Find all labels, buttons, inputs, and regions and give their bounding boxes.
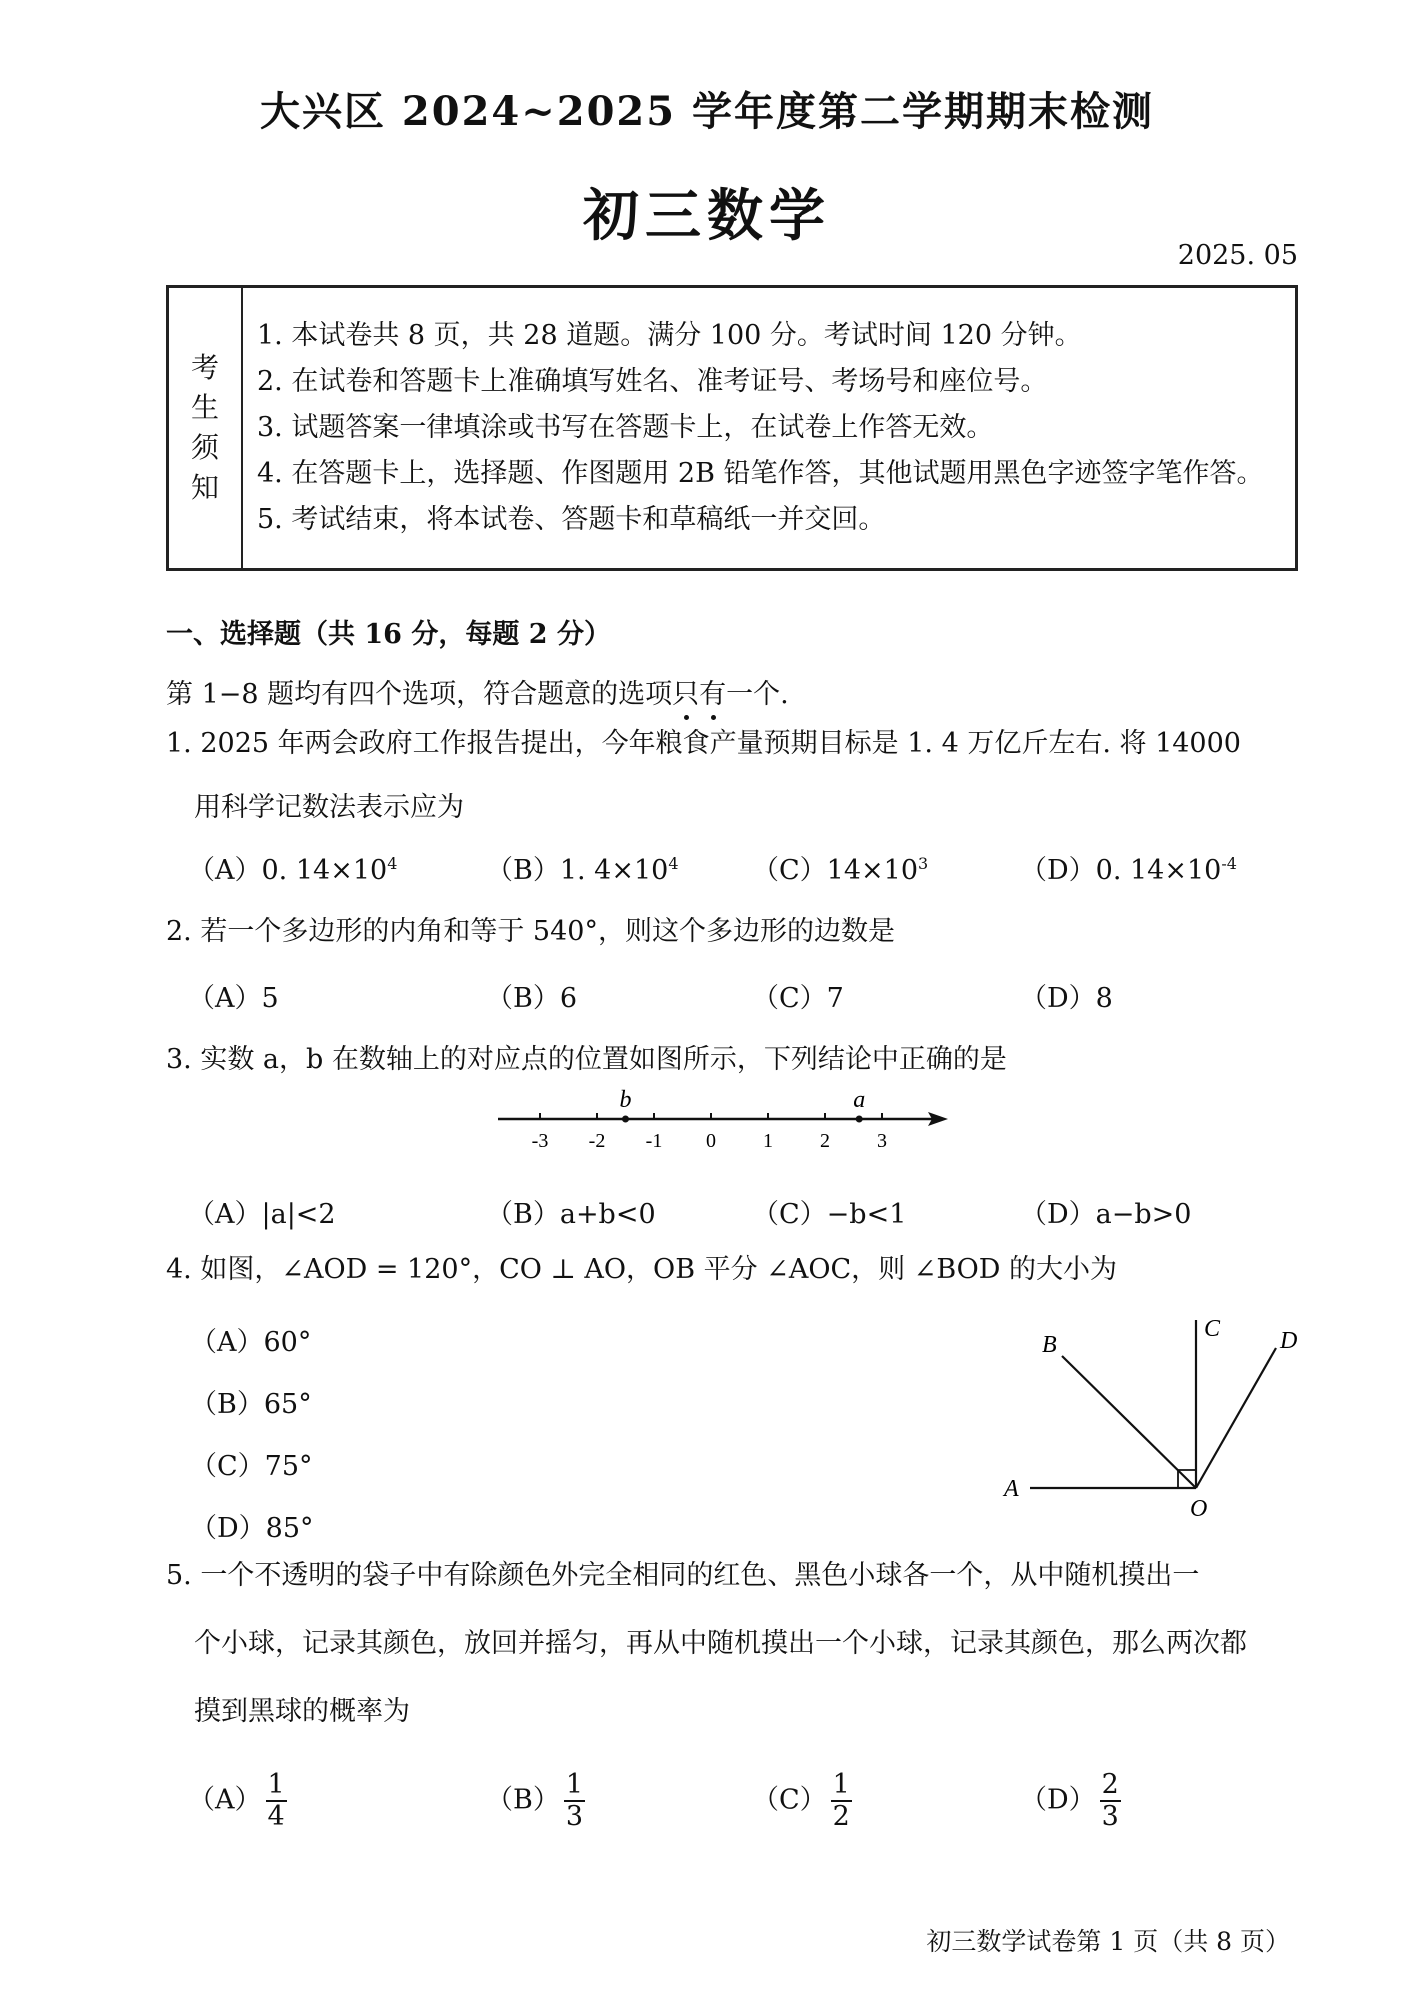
- option-d[interactable]: （D）a−b>0: [1020, 1199, 1192, 1230]
- question-1-options: [0, 848, 1414, 888]
- notice-item: 3. 试题答案一律填涂或书写在答题卡上，在试卷上作答无效。: [257, 412, 994, 443]
- option-c[interactable]: $(C)14\times 10^3$: [752, 854, 929, 886]
- option-c[interactable]: （C）75°: [190, 1451, 313, 1482]
- question-5-line: 摸到黑球的概率为: [194, 1696, 410, 1727]
- instruction-post: 一个.: [726, 679, 789, 710]
- number-line-tick-label: 3: [877, 1130, 887, 1152]
- exam-title: 大兴区 2024~2025 学年度第二学期期末检测: [259, 88, 1155, 135]
- question-4: 4. 如图，∠AOD = 120°，CO ⊥ AO，OB 平分 ∠AOC，则 ∠BOD 的大小为: [166, 1254, 1118, 1285]
- number-line-tick-label: 2: [820, 1130, 830, 1152]
- label-o: O: [1190, 1496, 1208, 1520]
- question-1: [166, 712, 1241, 840]
- option-c[interactable]: （C）−b<1: [752, 1199, 907, 1230]
- question-2-options: [0, 976, 1414, 1016]
- label-a: A: [1004, 1476, 1019, 1502]
- question-5-options: [0, 1770, 1414, 1840]
- label-d: D: [1280, 1328, 1298, 1354]
- number-line-point-b: [622, 1116, 629, 1123]
- option-a[interactable]: （A） $\frac{1}{4}$: [188, 1769, 285, 1832]
- option-d[interactable]: （D） $\frac{2}{3}$: [1020, 1769, 1119, 1832]
- option-d[interactable]: （D）0. $14\times 10^{-4}$: [1020, 854, 1237, 886]
- number-line-tick-label: -1: [645, 1130, 663, 1152]
- question-5-line: 个小球，记录其颜色，放回并摇匀，再从中随机摸出一个小球，记录其颜色，那么两次都: [194, 1628, 1247, 1659]
- number-line-tick-label: 0: [706, 1130, 716, 1152]
- notice-label-char: 须: [190, 431, 219, 464]
- page-footer: 初三数学试卷第 1 页（共 8 页）: [926, 1927, 1290, 1956]
- label-c: C: [1204, 1316, 1221, 1342]
- option-b[interactable]: （B） $\frac{1}{3}$: [486, 1769, 584, 1832]
- notice-item: 2. 在试卷和答题卡上准确填写姓名、准考证号、考场号和座位号。: [257, 366, 1048, 397]
- question-5: [166, 1542, 1247, 1746]
- section-instruction: [166, 672, 789, 711]
- notice-box: [166, 285, 1298, 571]
- section-heading: 一、选择题（共 16 分，每题 2 分）: [166, 619, 611, 650]
- exam-date: 2025. 05: [1177, 240, 1298, 271]
- number-line-tick-label: -2: [588, 1130, 606, 1152]
- angle-figure: [990, 1300, 1320, 1520]
- notice-item: 5. 考试结束，将本试卷、答题卡和草稿纸一并交回。: [257, 504, 886, 535]
- option-a[interactable]: （A）|a|<2: [188, 1199, 336, 1230]
- option-d[interactable]: （D）85°: [190, 1513, 314, 1544]
- question-2: 2. 若一个多边形的内角和等于 540°，则这个多边形的边数是: [166, 916, 895, 947]
- question-1-line: 用科学记数法表示应为: [194, 792, 464, 823]
- question-3-options: [0, 1192, 1414, 1232]
- option-a[interactable]: （A）0. $14\times 10^4$: [188, 854, 398, 886]
- option-a[interactable]: （A）60°: [190, 1327, 312, 1358]
- notice-item: 1. 本试卷共 8 页，共 28 道题。满分 100 分。考试时间 120 分钟。: [257, 320, 1082, 351]
- option-a[interactable]: （A）5: [188, 983, 279, 1014]
- subject-title: 初三数学: [583, 183, 831, 249]
- option-b[interactable]: （B）65°: [190, 1389, 312, 1420]
- ray-ob: [1062, 1356, 1196, 1488]
- notice-label: [169, 288, 243, 568]
- option-b[interactable]: （B）1. $4\times 10^4$: [486, 854, 679, 886]
- number-line-tick-label: -3: [531, 1130, 549, 1152]
- emphasis-char: 有: [699, 679, 727, 710]
- ray-od: [1196, 1348, 1276, 1488]
- question-1-line: 1. 2025 年两会政府工作报告提出，今年粮食产量预期目标是 1. 4 万亿斤左右. 将 14000: [166, 728, 1241, 759]
- number-line: [490, 1085, 950, 1165]
- notice-list: [257, 313, 1264, 543]
- label-b: B: [1042, 1332, 1057, 1358]
- number-line-point-label-b: b: [619, 1087, 632, 1113]
- option-c[interactable]: （C）7: [752, 983, 844, 1014]
- option-c[interactable]: （C） $\frac{1}{2}$: [752, 1769, 850, 1832]
- emphasis-char: 只: [672, 679, 700, 710]
- option-d[interactable]: （D）8: [1020, 983, 1113, 1014]
- instruction-pre: 第 1−8 题均有四个选项，符合题意的选项: [166, 679, 673, 710]
- notice-item: 4. 在答题卡上，选择题、作图题用 2B 铅笔作答，其他试题用黑色字迹签字笔作答。: [257, 458, 1264, 489]
- notice-label-char: 生: [190, 391, 219, 424]
- number-line-tick-label: 1: [763, 1130, 773, 1152]
- notice-label-char: 考: [190, 351, 219, 384]
- notice-label-char: 知: [190, 471, 219, 504]
- option-b[interactable]: （B）a+b<0: [486, 1199, 656, 1230]
- question-4-options: [190, 1312, 314, 1560]
- question-3: 3. 实数 a，b 在数轴上的对应点的位置如图所示，下列结论中正确的是: [166, 1044, 1007, 1075]
- number-line-point-a: [856, 1116, 863, 1123]
- number-line-point-label-a: a: [853, 1087, 866, 1113]
- question-5-line: 5. 一个不透明的袋子中有除颜色外完全相同的红色、黑色小球各一个，从中随机摸出一: [166, 1560, 1200, 1591]
- option-b[interactable]: （B）6: [486, 983, 578, 1014]
